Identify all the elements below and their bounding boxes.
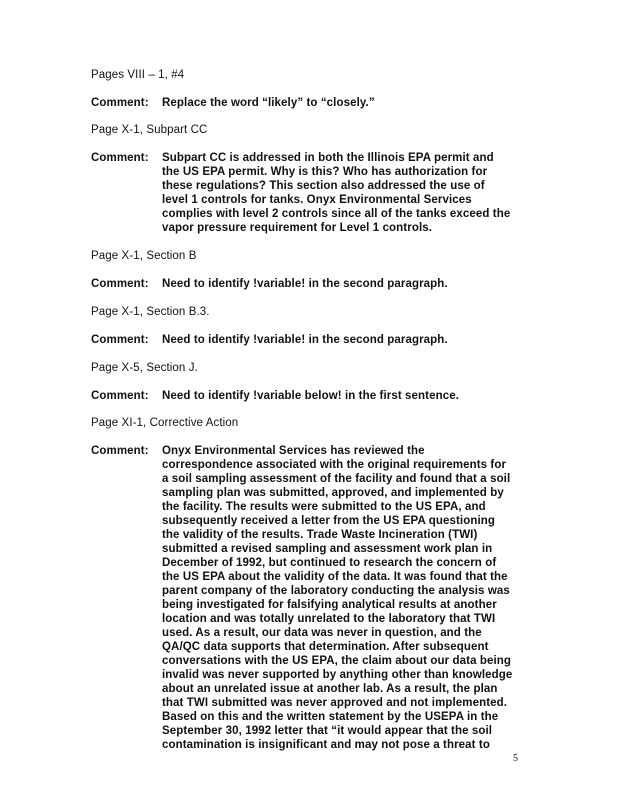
comment-line: parent company of the laboratory conducting the analysis was bbox=[162, 585, 510, 597]
comment-line: Based on this and the written statement by the USEPA in the bbox=[162, 711, 499, 723]
comment-line: used. As a result, our data was never in question, and the bbox=[162, 627, 482, 639]
comment-line: Need to identify !variable! in the second paragraph. bbox=[162, 334, 448, 346]
section-heading: Page X-1, Section B bbox=[91, 250, 197, 262]
comment-line: complies with level 2 controls since all of the tanks exceed the bbox=[162, 208, 511, 220]
comment-body bbox=[162, 277, 448, 291]
comment-label: Comment: bbox=[91, 390, 149, 402]
comment-line: submitted a revised sampling and assessment work plan in bbox=[162, 543, 493, 555]
comment-body bbox=[162, 444, 512, 752]
comment-line: the validity of the results. Trade Waste Incineration (TWI) bbox=[162, 529, 478, 541]
comment-line: the facility. The results were submitted to the US EPA, and bbox=[162, 501, 486, 513]
comment-line: being investigated for falsifying analytical results at another bbox=[162, 599, 497, 611]
comment-line: Subpart CC is addressed in both the Illinois EPA permit and bbox=[162, 152, 494, 164]
comment-line: that TWI submitted was never approved and not implemented. bbox=[162, 697, 508, 709]
section-heading: Page X-1, Section B.3. bbox=[91, 306, 210, 318]
comment-body bbox=[162, 389, 459, 403]
comment-label: Comment: bbox=[91, 97, 149, 109]
comment-line: invalid was never supported by anything other than knowledge bbox=[162, 669, 513, 681]
comment-line: location and was totally unrelated to the laboratory that TWI bbox=[162, 613, 496, 625]
comment-line: Need to identify !variable! in the second paragraph. bbox=[162, 278, 448, 290]
section-heading: Pages VIII – 1, #4 bbox=[91, 69, 185, 81]
comment-label: Comment: bbox=[91, 278, 149, 290]
comment-line: these regulations? This section also addressed the use of bbox=[162, 180, 485, 192]
comment-line: the US EPA permit. Why is this? Who has authorization for bbox=[162, 166, 488, 178]
comment-line: Onyx Environmental Services has reviewed the bbox=[162, 445, 425, 457]
comment-line: vapor pressure requirement for Level 1 controls. bbox=[162, 222, 433, 234]
comment-body bbox=[162, 96, 375, 110]
section-heading: Page X-1, Subpart CC bbox=[91, 124, 208, 136]
section-heading: Page XI-1, Corrective Action bbox=[91, 417, 239, 429]
comment-line: QA/QC data supports that determination. After subsequent bbox=[162, 641, 489, 653]
comment-line: a soil sampling assessment of the facility and found that a soil bbox=[162, 473, 511, 485]
comment-line: conversations with the US EPA, the claim about our data being bbox=[162, 655, 512, 667]
comment-line: contamination is insignificant and may not pose a threat to bbox=[162, 739, 490, 751]
comment-body bbox=[162, 151, 510, 235]
comment-label: Comment: bbox=[91, 152, 149, 164]
comment-line: sampling plan was submitted, approved, and implemented by bbox=[162, 487, 504, 499]
page-number: 5 bbox=[513, 753, 518, 764]
comment-label: Comment: bbox=[91, 445, 149, 457]
comment-label: Comment: bbox=[91, 334, 149, 346]
comment-body bbox=[162, 333, 448, 347]
comment-line: Replace the word “likely” to “closely.” bbox=[162, 97, 375, 109]
comment-line: correspondence associated with the original requirements for bbox=[162, 459, 507, 471]
comment-line: the US EPA about the validity of the data. It was found that the bbox=[162, 571, 508, 583]
comment-line: about an unrelated issue at another lab. As a result, the plan bbox=[162, 683, 498, 695]
comment-line: subsequently received a letter from the US EPA questioning bbox=[162, 515, 495, 527]
comment-line: level 1 controls for tanks. Onyx Environmental Services bbox=[162, 194, 472, 206]
comment-line: September 30, 1992 letter that “it would appear that the soil bbox=[162, 725, 493, 737]
comment-line: December of 1992, but continued to research the concern of bbox=[162, 557, 497, 569]
section-heading: Page X-5, Section J. bbox=[91, 362, 198, 374]
comment-line: Need to identify !variable below! in the first sentence. bbox=[162, 390, 459, 402]
